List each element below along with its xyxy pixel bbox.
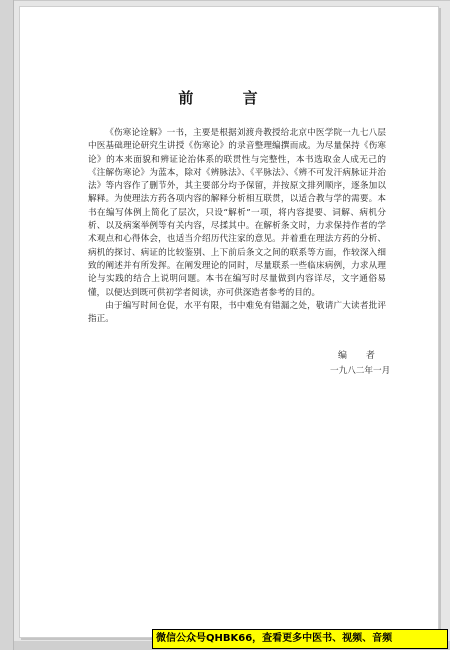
signature-author: 编 者 <box>338 351 383 361</box>
document-page <box>19 6 439 638</box>
signature-date: 一九八二年一月 <box>330 366 391 376</box>
viewer-left-strip <box>0 0 14 650</box>
preface-body <box>88 127 386 326</box>
page-title: 前 言 <box>178 89 280 107</box>
viewer-top-border <box>14 0 450 1</box>
watermark-banner: 微信公众号QHBK66，查看更多中医书、视频、音频 <box>152 629 448 649</box>
paragraph-1: 《伤寒论诠解》一书，主要是根据刘渡舟教授给北京中医学院一九七八层中医基础理论研究生讲授《伤寒论》的录音整理编撰而成。为尽量保持《伤寒论》的本来面貌和辨证论治体系的联贯性与完整性，本书选取金人成无己的《注解伤寒论》为蓝本，除对《辨脉法》、《平脉法》、《辨不可发汗病脉证并治法》等内容作了删节外，其主要部分均予保留，并按原文排列顺序，逐条加以解释。为使理法方药各项内容的解释分析相互联贯，以适合教与学的需要。本书在编写体例上简化了层次，只设“解析”一项，将内容提要、词解、病机分析、以及病案举例等有关内容，尽揉其中。在解析条文时，力求保持作者的学术观点和心得体会，也适当介绍历代注家的意见。并着重在理法方药的分析、病机的探讨、病证的比较鉴别、上下前后条文之间的联系等方面，作较深入细致的阐述并有所发挥。在阐发理论的同时，尽量联系一些临床病例，力求从理论与实践的结合上说明问题。本书在编写时尽量做到内容详尽，文字通俗易懂，以便达到既可供初学者阅读，亦可供深造者参考的目的。 <box>88 128 386 298</box>
paragraph-2: 由于编写时间仓促，水平有限，书中难免有错漏之处，敬请广大读者批评指正。 <box>88 300 386 325</box>
